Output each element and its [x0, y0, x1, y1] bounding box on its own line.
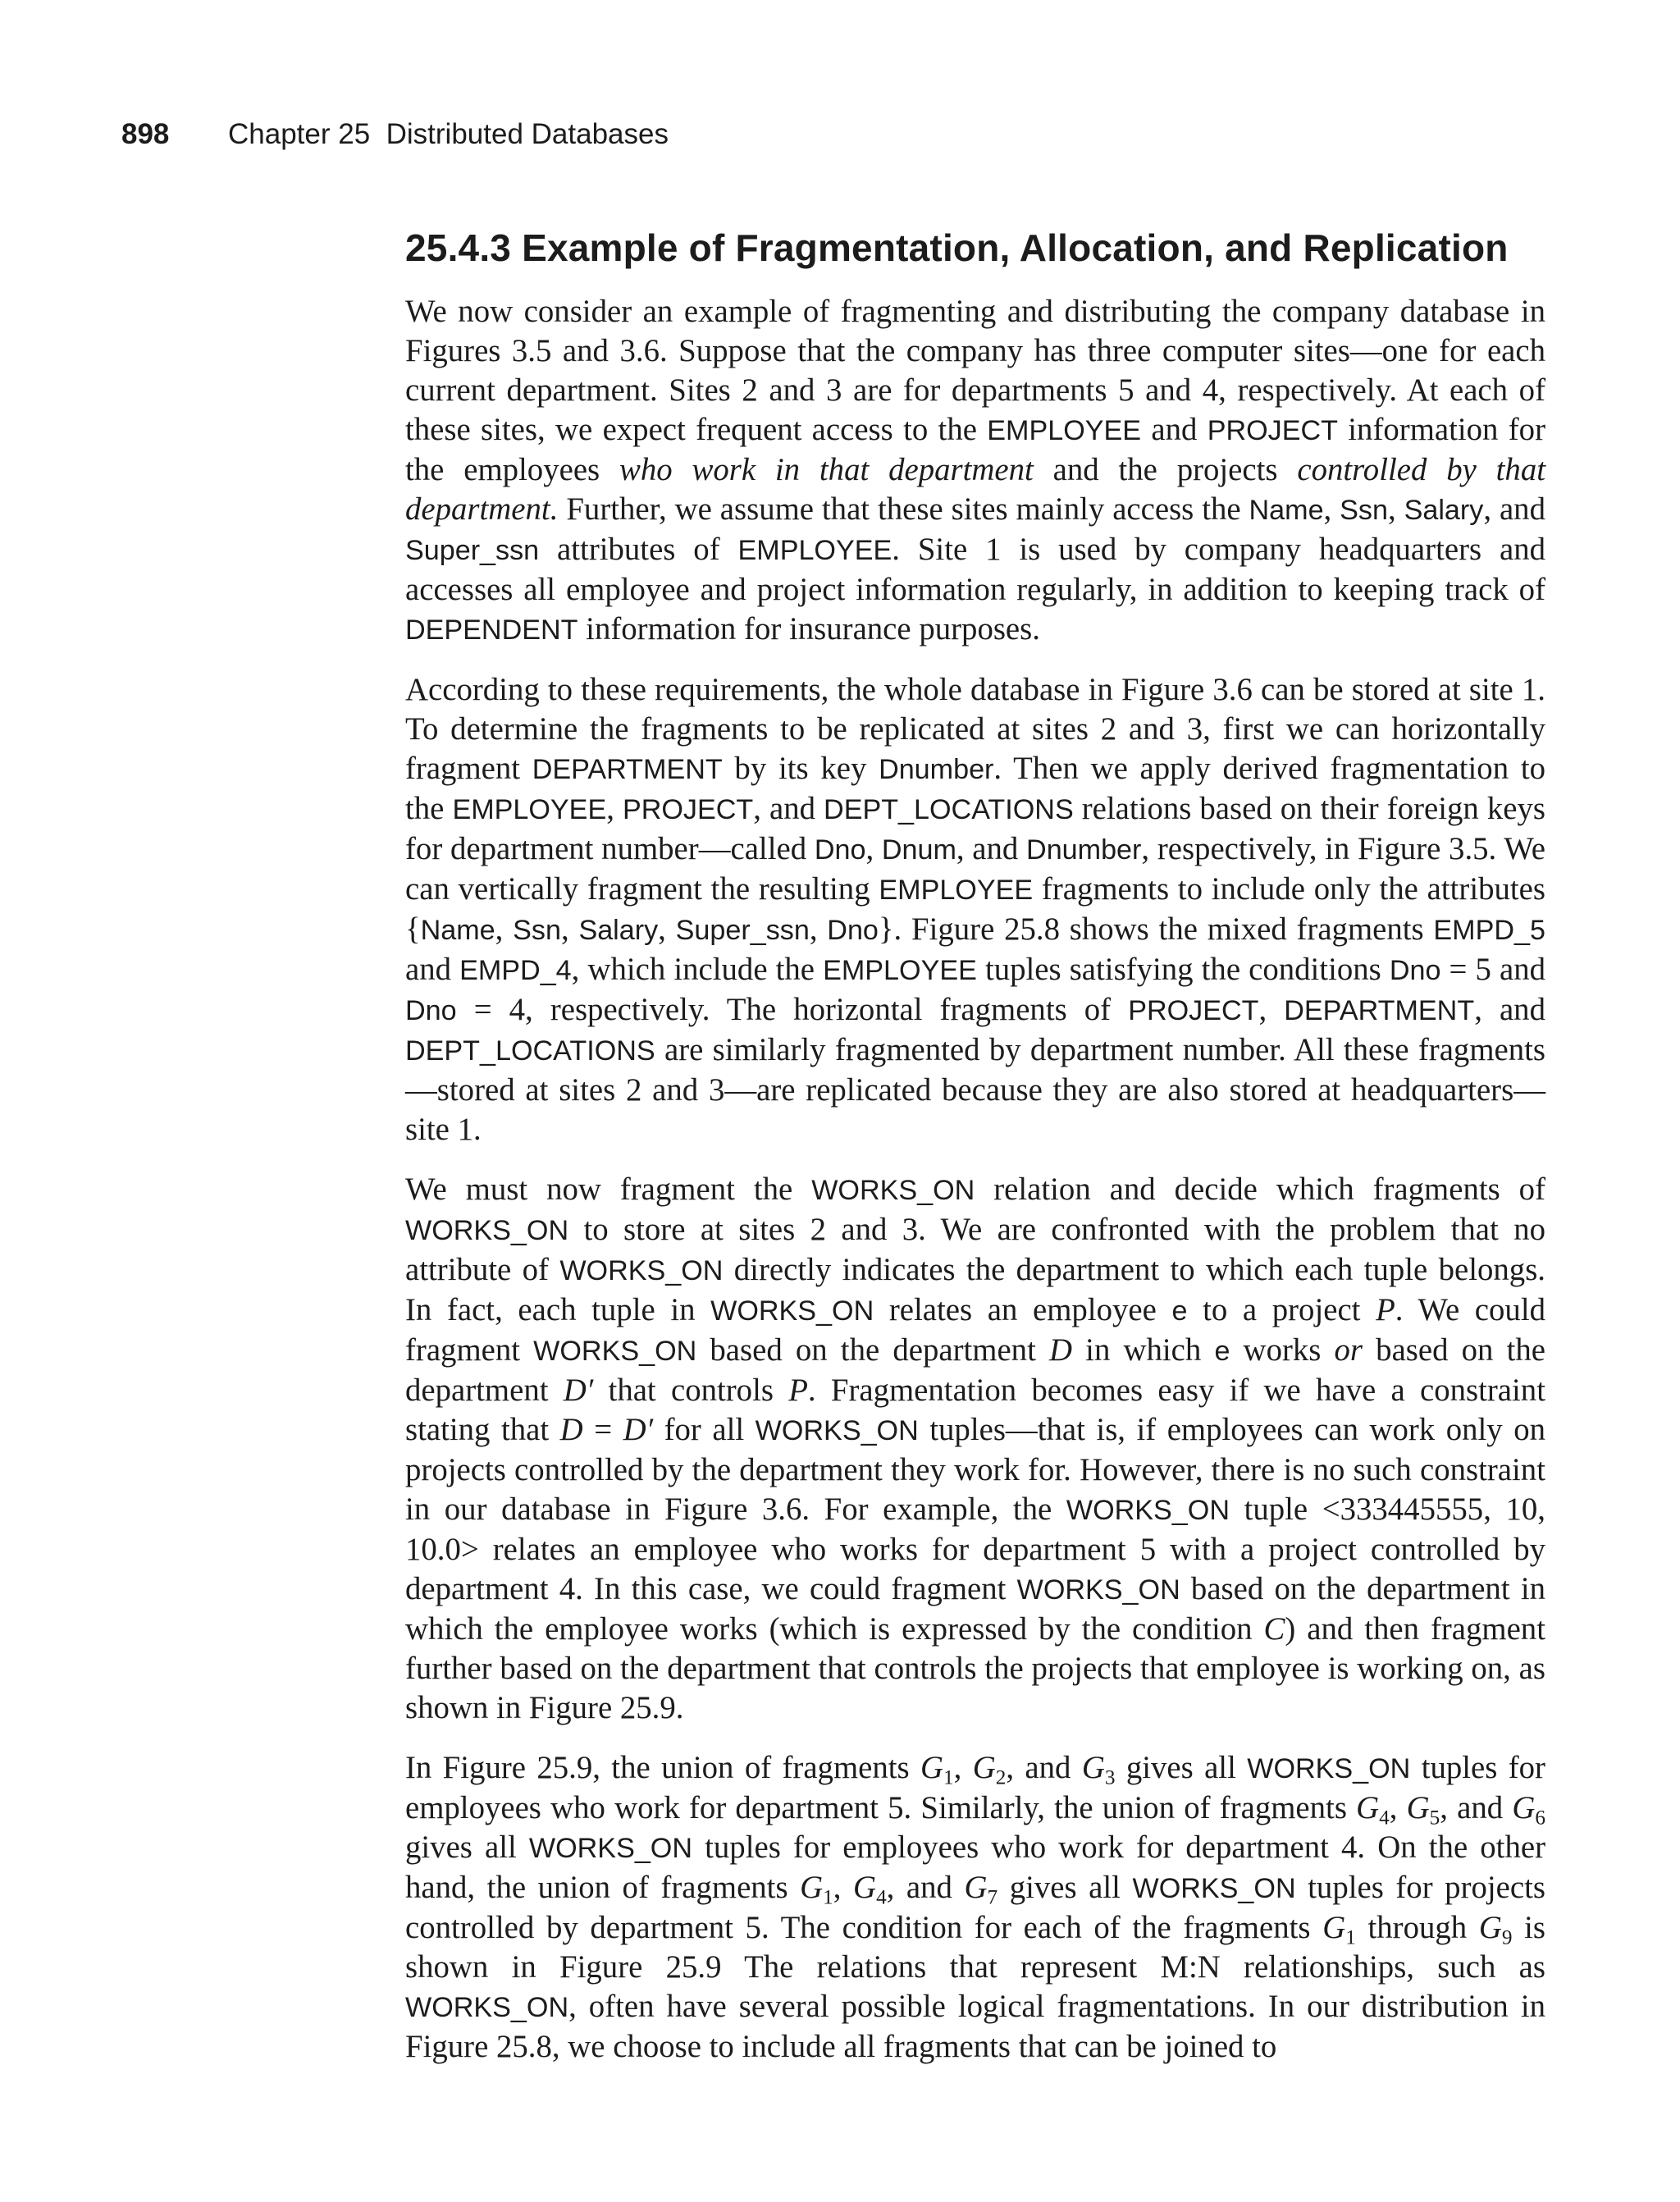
paragraph-2: According to these requirements, the whole database in Figure 3.6 can be stored at site 1. To determine the fragments to be replicated at sites 2 and 3, first we can horizontally fragment DEPARTMENT by its key Dnumber. Then we apply derived fragmentation to the EMPLOYEE, PROJECT, and DEPT_LOCATIONS relations based on their foreign keys for department number—called Dno, Dnum, and Dnumber, respectively, in Figure 3.5. We can vertically fragment the resulting EMPLOYEE fragments to include only the attributes {Name, Ssn, Salary, Super_ssn, Dno}. Figure 25.8 shows the mixed fragments EMPD_5 and EMPD_4, which include the EMPLOYEE tuples satisfying the conditions Dno = 5 and Dno = 4, respectively. The horizontal fragments of PROJECT, DEPARTMENT, and DEPT_LOCATIONS are similarly fragmented by department number. All these fragments—stored at sites 2 and 3—are replicated because they are also stored at headquarters—site 1.: [405, 672, 1545, 1147]
page-number: 898: [121, 118, 170, 150]
paragraph-3: We must now fragment the WORKS_ON relation and decide which fragments of WORKS_ON to store at sites 2 and 3. We are confronted with the problem that no attribute of WORKS_ON directly indicates the department to which each tuple belongs. In fact, each tuple in WORKS_ON relates an employee e to a project P. We could fragment WORKS_ON based on the department D in which e works or based on the department D′ that controls P. Fragmentation becomes easy if we have a constraint stating that D = D′ for all WORKS_ON tuples—that is, if employees can work only on projects controlled by the department they work for. However, there is no such constraint in our database in Figure 3.6. For example, the WORKS_ON tuple <333445555, 10, 10.0> relates an employee who works for department 5 with a project controlled by department 4. In this case, we could fragment WORKS_ON based on the department in which the employee works (which is expressed by the condition C) and then fragment further based on the department that controls the projects that employee is working on, as shown in Figure 25.9.: [405, 1172, 1546, 1725]
paragraph-4: In Figure 25.9, the union of fragments $G_1$, $G_2$, and $G_3$ gives all WORKS_ON tuples for employees who work for department 5. Similarly, the union of fragments $G_4$, $G_5$, and $G_6$ gives all WORKS_ON tuples for employees who work for department 4. On the other hand, the union of fragments $G_1$, $G_4$, and $G_7$ gives all WORKS_ON tuples for projects controlled by department 5. The condition for each of the fragments $G_1$ through $G_9$ is shown in Figure 25.9 The relations that represent M:N relationships, such as WORKS_ON, often have several possible logical fragmentations. In our distribution in Figure 25.8, we choose to include all fragments that can be joined to: [405, 1750, 1545, 2064]
running-head: [121, 116, 669, 153]
page-body: [405, 222, 1545, 2087]
paragraph-1: We now consider an example of fragmenting and distributing the company database in Figures 3.5 and 3.6. Suppose that the company has three computer sites—one for each current department. Sites 2 and 3 are for departments 5 and 4, respectively. At each of these sites, we expect frequent access to the EMPLOYEE and PROJECT information for the employees who work in that department and the projects controlled by that department. Further, we assume that these sites mainly access the Name, Ssn, Salary, and Super_ssn attributes of EMPLOYEE. Site 1 is used by company headquarters and accesses all employee and project information regularly, in addition to keeping track of DEPENDENT information for insurance purposes.: [405, 294, 1545, 646]
chapter-title: Chapter 25 Distributed Databases: [228, 118, 669, 150]
section-heading: 25.4.3 Example of Fragmentation, Allocation, and Replication: [405, 226, 1509, 269]
